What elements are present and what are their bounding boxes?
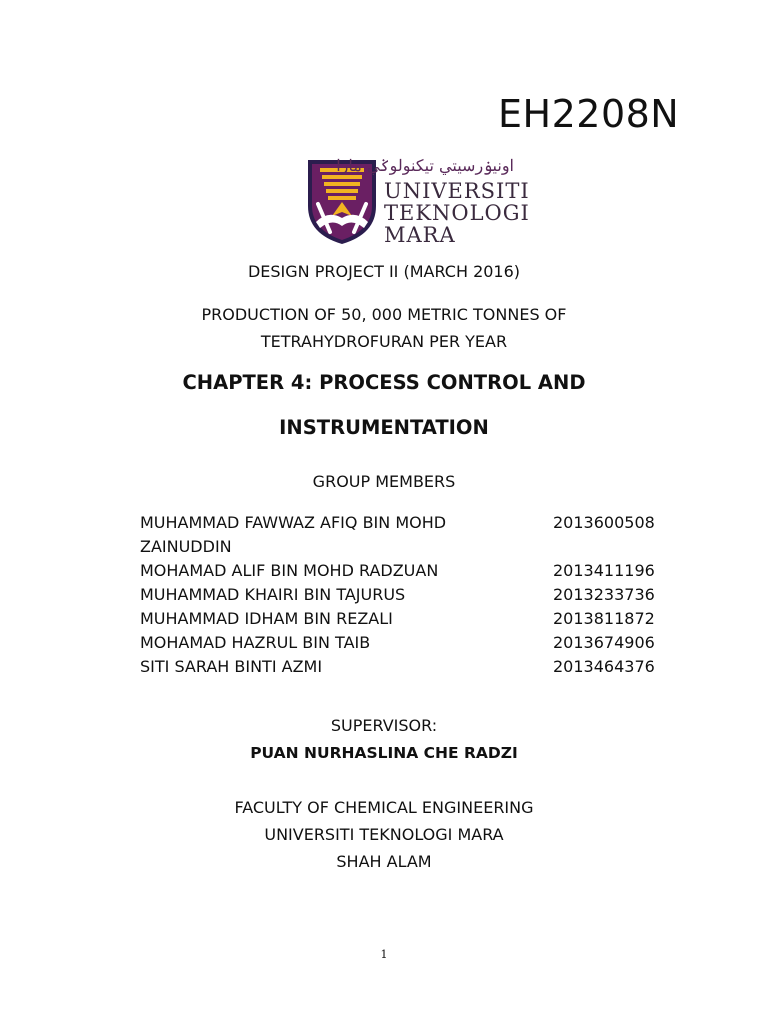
logo-line-2: TEKNOLOGI — [384, 201, 530, 225]
member-id: 2013811872 — [553, 609, 655, 628]
member-name: MUHAMMAD KHAIRI BIN TAJURUS — [140, 585, 406, 604]
member-id: 2013233736 — [553, 585, 655, 604]
group-members-heading: GROUP MEMBERS — [312, 472, 456, 491]
supervisor-name: PUAN NURHASLINA CHE RADZI — [250, 744, 518, 762]
member-row — [140, 631, 680, 655]
faculty-line-2: UNIVERSITI TEKNOLOGI MARA — [264, 825, 504, 844]
course-code: EH2208N — [498, 92, 680, 136]
member-row — [140, 559, 680, 583]
member-id: 2013674906 — [553, 633, 655, 652]
chapter-title-line-2: INSTRUMENTATION — [279, 416, 489, 439]
member-name: MUHAMMAD FAWWAZ AFIQ BIN MOHD ZAINUDDIN — [140, 513, 447, 556]
member-row — [140, 583, 680, 607]
university-logo — [304, 156, 530, 247]
member-name: SITI SARAH BINTI AZMI — [140, 657, 323, 676]
member-name: MOHAMAD HAZRUL BIN TAIB — [140, 633, 371, 652]
member-row — [140, 511, 680, 559]
member-name: MUHAMMAD IDHAM BIN REZALI — [140, 609, 393, 628]
project-title-line-2: TETRAHYDROFURAN PER YEAR — [260, 332, 508, 351]
page-number: 1 — [380, 948, 388, 961]
course-title: DESIGN PROJECT II (MARCH 2016) — [247, 262, 521, 281]
member-row — [140, 607, 680, 631]
faculty-line-1: FACULTY OF CHEMICAL ENGINEERING — [234, 798, 534, 817]
member-id: 2013411196 — [553, 561, 655, 580]
logo-line-1: UNIVERSITI — [384, 179, 530, 203]
member-row — [140, 655, 680, 679]
member-name: MOHAMAD ALIF BIN MOHD RADZUAN — [140, 561, 439, 580]
member-id: 2013464376 — [553, 657, 655, 676]
members-list — [140, 511, 680, 679]
project-title-line-1: PRODUCTION OF 50, 000 METRIC TONNES OF — [201, 305, 567, 324]
member-id: 2013600508 — [553, 513, 655, 532]
logo-line-3: MARA — [384, 223, 456, 247]
faculty-line-3: SHAH ALAM — [336, 852, 432, 871]
supervisor-label: SUPERVISOR: — [330, 716, 438, 735]
chapter-title-line-1: CHAPTER 4: PROCESS CONTROL AND — [182, 371, 586, 394]
logo-arabic-text: اونيۏرسيتي تيكنولوݢي مارا — [336, 156, 514, 175]
